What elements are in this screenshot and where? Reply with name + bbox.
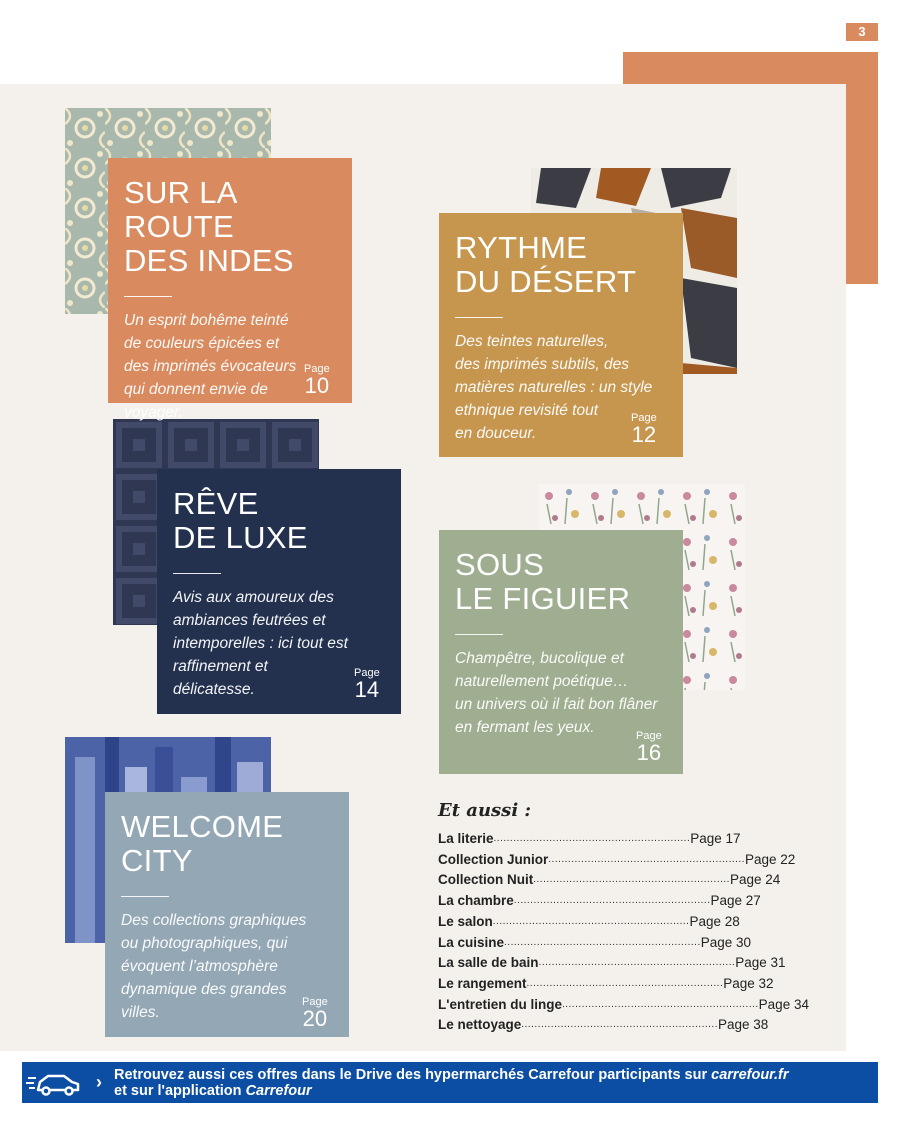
also-item[interactable] [438, 870, 781, 891]
also-item-name: Collection Junior [438, 851, 549, 867]
chevron-right-icon: › [96, 1072, 102, 1092]
page-number: 14 [354, 677, 380, 702]
card-title: RÊVE DE LUXE [173, 486, 308, 555]
card-welcome-city[interactable] [105, 792, 349, 1037]
also-item-page: Page 27 [710, 893, 761, 909]
also-item-page: Page 17 [690, 831, 741, 846]
also-item[interactable] [438, 995, 809, 1016]
drive-banner[interactable] [22, 1062, 878, 1103]
dot-leader: ............................................................ [548, 853, 745, 865]
also-item-page: Page 30 [700, 934, 752, 950]
also-item[interactable] [438, 912, 740, 933]
dot-leader: ............................................................ [526, 977, 724, 989]
divider [173, 573, 221, 574]
card-sous-le-figuier[interactable] [439, 530, 683, 774]
dot-leader: ............................................................ [504, 936, 701, 948]
divider [124, 296, 172, 297]
card-title: WELCOME CITY [121, 809, 284, 878]
also-heading: Et aussi : [438, 800, 532, 821]
divider [121, 896, 169, 897]
page-label: Page [304, 363, 330, 375]
also-item-page: Page 34 [758, 996, 809, 1012]
also-item-page: Page 38 [717, 1017, 769, 1033]
page-label: Page [302, 996, 328, 1008]
page-label: Page [631, 412, 657, 424]
card-title: SUR LA ROUTE DES INDES [124, 175, 294, 278]
card-title: RYTHME DU DÉSERT [455, 230, 637, 299]
page-label: Page [636, 730, 662, 742]
dot-leader: ............................................................ [533, 874, 730, 886]
also-item-page: Page 24 [729, 872, 781, 888]
card-sur-la-route-des-indes[interactable] [108, 158, 352, 421]
also-item-name: La salle de bain [438, 955, 539, 971]
corner-decoration-top [623, 52, 878, 84]
also-index [438, 800, 809, 1036]
also-item-name: La cuisine [438, 934, 505, 950]
also-item[interactable] [438, 933, 752, 954]
also-item[interactable] [438, 829, 741, 850]
card-description: Un esprit bohême teinté de couleurs épicées et des imprimés évocateurs qui donnent envie de voyager. [124, 312, 297, 421]
card-title: SOUS LE FIGUIER [455, 547, 631, 616]
also-item[interactable] [438, 974, 774, 995]
also-item-page: Page 28 [689, 913, 740, 929]
page-label: Page [354, 667, 380, 679]
card-description: Des teintes naturelles, des imprimés subtils, des matières naturelles : un style ethnique revisité tout en douceur. [455, 333, 653, 442]
dot-leader: ............................................................ [513, 895, 711, 907]
page-number: 12 [631, 422, 657, 447]
also-item-name: Le rangement [438, 975, 527, 991]
car-icon [22, 1062, 84, 1103]
also-item-name: L'entretien du linge [438, 996, 562, 1012]
divider [455, 317, 503, 318]
divider [455, 634, 503, 635]
dot-leader: ............................................................ [492, 915, 690, 927]
also-item[interactable] [438, 1015, 769, 1036]
banner-line2: et sur l'application [114, 1082, 246, 1099]
also-item[interactable] [438, 850, 796, 871]
page-number: 3 [846, 23, 878, 41]
also-item-page: Page 32 [723, 975, 774, 991]
dot-leader: ............................................................ [561, 998, 759, 1010]
banner-app-name: Carrefour [245, 1082, 312, 1099]
dot-leader: ............................................................ [493, 833, 691, 844]
page-reference [636, 730, 662, 764]
card-description: Des collections graphiques ou photographiques, qui évoquent l’atmosphère dynamique des grandes villes. [121, 912, 307, 1021]
banner-text [114, 1067, 789, 1099]
card-description: Champêtre, bucolique et naturellement poétique… un univers où il fait bon flâner en fermant les yeux. [455, 650, 658, 736]
dot-leader: ............................................................ [521, 1019, 718, 1031]
dot-leader: ............................................................ [538, 957, 736, 969]
page-number: 10 [304, 373, 330, 398]
page-reference [304, 363, 330, 397]
card-rythme-du-desert[interactable] [439, 213, 683, 457]
also-list [438, 829, 809, 1036]
corner-decoration-right [846, 52, 878, 284]
page-reference [354, 667, 380, 701]
card-reve-de-luxe[interactable] [157, 469, 401, 714]
also-item[interactable] [438, 953, 786, 974]
banner-link[interactable]: carrefour.fr [711, 1066, 789, 1083]
banner-line1: Retrouvez aussi ces offres dans le Drive des hypermarchés Carrefour participants sur [114, 1066, 712, 1083]
also-item-name: Le salon [438, 913, 493, 929]
also-item-page: Page 22 [744, 851, 796, 867]
also-item-name: Collection Nuit [438, 872, 534, 888]
also-item-name: Le nettoyage [438, 1017, 522, 1033]
card-description: Avis aux amoureux des ambiances feutrées et intemporelles : ici tout est raffinement et délicatesse. [173, 589, 348, 698]
also-item-name: La chambre [438, 893, 514, 909]
also-item-name: La literie [438, 831, 494, 846]
also-item[interactable] [438, 891, 761, 912]
also-item-page: Page 31 [735, 955, 786, 971]
page-number: 16 [636, 740, 662, 765]
page-reference [302, 996, 328, 1030]
page-number: 20 [302, 1006, 328, 1031]
page-reference [631, 412, 657, 446]
